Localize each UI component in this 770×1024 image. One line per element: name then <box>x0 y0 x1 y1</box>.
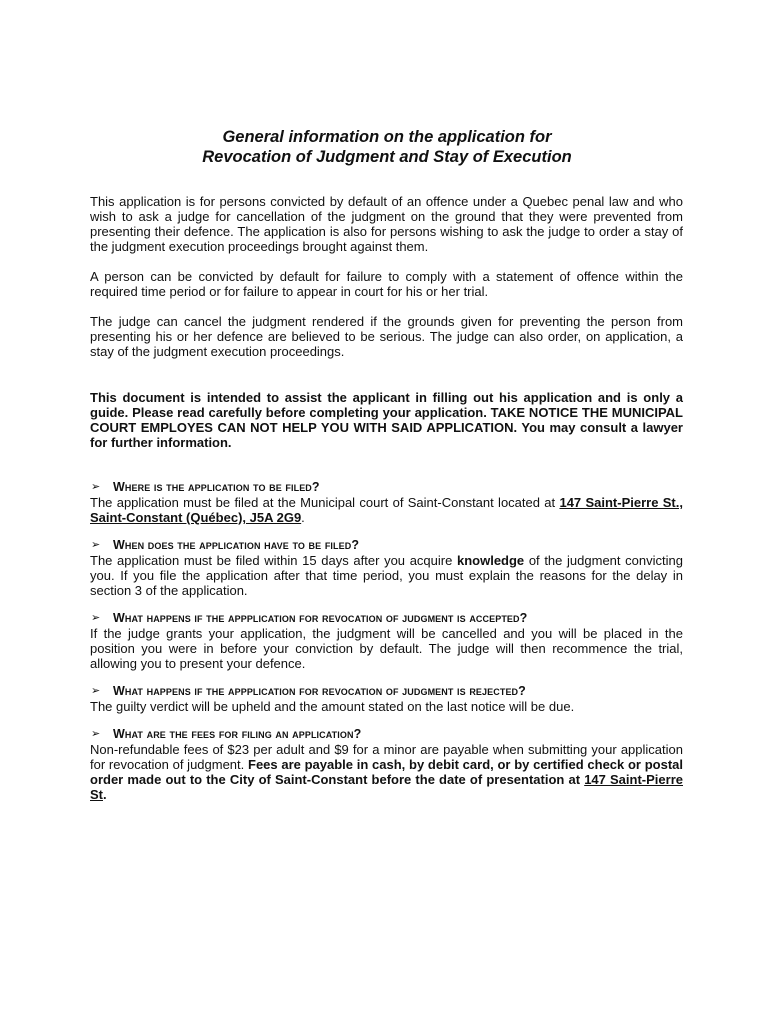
section-heading-text: When does the application have to be filed? <box>113 538 360 552</box>
section-text-end: . <box>301 510 305 525</box>
section-heading <box>90 538 683 553</box>
section-rejected <box>90 684 683 714</box>
section-text-part: The application must be filed at the Municipal court of Saint-Constant located at <box>90 495 560 510</box>
section-text-end: of the judgment convicting you. If you file the application after that time period, you must explain the reasons for the delay in section 3 of the application. <box>90 553 683 598</box>
intro-paragraph-1: This application is for persons convicted by default of an offence under a Quebec penal law and who wish to ask a judge for cancellation of the judgment on the ground that they were prevented from presenting their defence. The application is also for persons wishing to ask the judge to order a stay of the judgment execution proceedings brought against them. <box>90 194 683 254</box>
section-when-filed <box>90 538 683 598</box>
section-text <box>90 742 683 802</box>
court-address: 147 Saint-Pierre St., Saint-Constant (Québec), J5A 2G9 <box>90 495 683 525</box>
section-heading <box>90 611 683 626</box>
notice-paragraph: This document is intended to assist the applicant in filling out his application and is only a guide. Please read carefully before completing your application. TAKE NOTICE THE MUNICIPAL COURT EMPLOYES CAN NOT HELP YOU WITH SAID APPLICATION. You may consult a lawyer for further information. <box>90 390 683 450</box>
section-heading <box>90 727 683 742</box>
title-line-1: General information on the application for <box>222 128 552 146</box>
knowledge-emphasis: knowledge <box>456 553 525 568</box>
arrow-bullet-icon: ➢ <box>91 728 101 740</box>
fees-emphasis: Fees are payable in cash, by debit card, or by certified check or postal order made out to the City of Saint-Constant before the date of presentation at <box>90 757 683 787</box>
arrow-bullet-icon: ➢ <box>91 612 101 624</box>
section-heading-text: Where is the application to be filed? <box>113 480 320 494</box>
section-text <box>90 495 683 525</box>
presentation-address: 147 Saint-Pierre St <box>90 772 683 802</box>
section-text: If the judge grants your application, the judgment will be cancelled and you will be placed in the position you were in before your conviction by default. The judge will then recommence the trial, allowing you to present your defence. <box>90 626 683 671</box>
section-text <box>90 553 683 598</box>
arrow-bullet-icon: ➢ <box>91 539 101 551</box>
title-line-2: Revocation of Judgment and Stay of Execution <box>202 148 572 166</box>
section-heading <box>90 480 683 495</box>
section-text-end: . <box>103 787 107 802</box>
section-accepted <box>90 611 683 671</box>
page-title <box>90 127 684 167</box>
section-text-part: Non-refundable fees of $23 per adult and $9 for a minor are payable when submitting your application for revocation of judgment. <box>90 742 683 772</box>
intro-paragraph-3: The judge can cancel the judgment rendered if the grounds given for preventing the person from presenting his or her defence are believed to be serious. The judge can also order, on application, a stay of the judgment execution proceedings. <box>90 314 683 359</box>
section-text: The guilty verdict will be upheld and the amount stated on the last notice will be due. <box>90 699 575 714</box>
section-heading-text: What happens if the appplication for revocation of judgment is rejected? <box>113 684 526 698</box>
section-text-part: The application must be filed within 15 days after you acquire <box>90 553 457 568</box>
document-body <box>90 194 683 815</box>
section-heading <box>90 684 683 699</box>
section-where-filed <box>90 480 683 525</box>
section-heading-text: What happens if the appplication for revocation of judgment is accepted? <box>113 611 528 625</box>
intro-paragraph-2: A person can be convicted by default for failure to comply with a statement of offence within the required time period or for failure to appear in court for his or her trial. <box>90 269 683 299</box>
arrow-bullet-icon: ➢ <box>91 481 101 493</box>
section-heading-text: What are the fees for filing an application? <box>113 727 362 741</box>
section-fees <box>90 727 683 802</box>
arrow-bullet-icon: ➢ <box>91 685 101 697</box>
